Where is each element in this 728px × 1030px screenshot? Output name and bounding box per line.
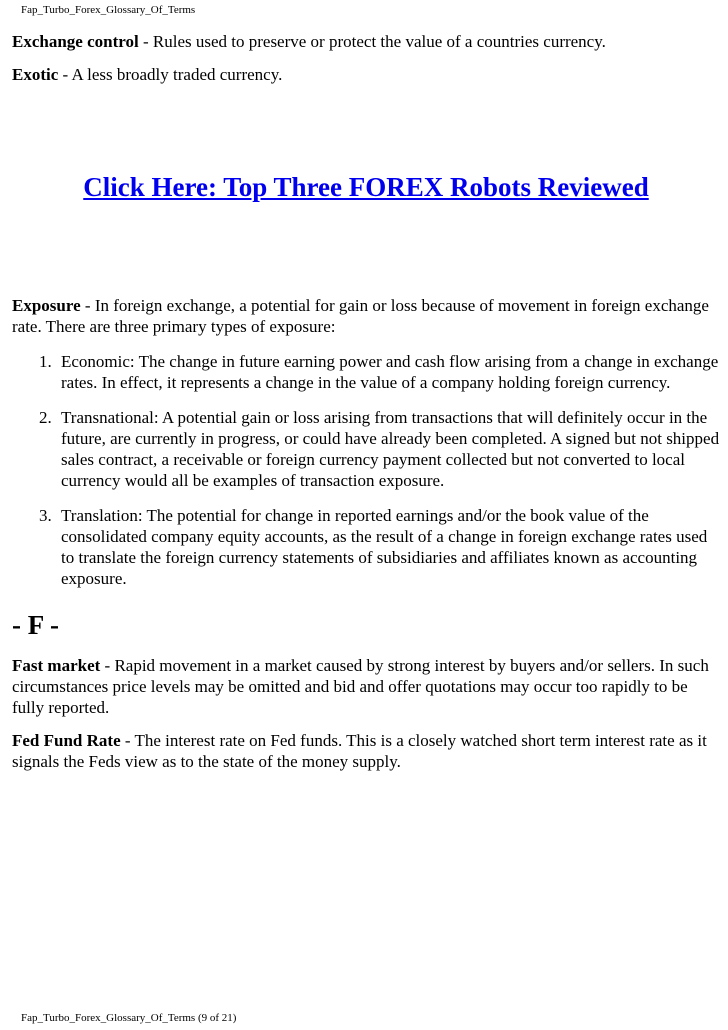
list-item-number: 3. bbox=[39, 506, 52, 525]
definition-exotic: - A less broadly traded currency. bbox=[58, 65, 283, 84]
term-exotic: Exotic bbox=[12, 65, 59, 84]
definition-fast-market: - Rapid movement in a market caused by strong interest by buyers and/or sellers. In such circumstances price levels may be omitted and bid and offer quotations may occur too rapidly to be fully reported. bbox=[12, 656, 709, 717]
entry-exchange-control bbox=[12, 31, 720, 52]
definition-exchange-control: - Rules used to preserve or protect the value of a countries currency. bbox=[138, 32, 606, 51]
list-item bbox=[39, 407, 720, 491]
term-exposure: Exposure bbox=[12, 296, 81, 315]
entry-fed-fund-rate bbox=[12, 730, 720, 772]
list-item-text: Translation: The potential for change in reported earnings and/or the book value of the consolidated company equity accounts, as the result of a change in foreign exchange rates used to translate the foreign currency statements of subsidiaries and affiliates known as accounting exposure. bbox=[61, 506, 708, 588]
entry-fast-market bbox=[12, 655, 720, 718]
list-item bbox=[39, 351, 720, 393]
promo-link-container bbox=[12, 171, 720, 203]
exposure-types-list bbox=[12, 351, 720, 589]
top-forex-robots-link[interactable]: Click Here: Top Three FOREX Robots Reviewed bbox=[83, 172, 649, 202]
glossary-content bbox=[12, 31, 720, 772]
page-footer-title: Fap_Turbo_Forex_Glossary_Of_Terms (9 of 21) bbox=[21, 1012, 237, 1024]
page-header-title: Fap_Turbo_Forex_Glossary_Of_Terms bbox=[21, 4, 196, 16]
list-item bbox=[39, 505, 720, 589]
definition-exposure: - In foreign exchange, a potential for gain or loss because of movement in foreign exchange rate. There are three primary types of exposure: bbox=[12, 296, 709, 336]
entry-exposure bbox=[12, 295, 720, 337]
term-fast-market: Fast market bbox=[12, 656, 101, 675]
list-item-text: Economic: The change in future earning power and cash flow arising from a change in exchange rates. In effect, it represents a change in the value of a company holding foreign currency. bbox=[61, 352, 719, 392]
entry-exotic bbox=[12, 64, 720, 85]
list-item-number: 2. bbox=[39, 408, 52, 427]
section-heading-f: - F - bbox=[12, 610, 59, 640]
term-fed-fund-rate: Fed Fund Rate bbox=[12, 731, 121, 750]
list-item-number: 1. bbox=[39, 352, 52, 371]
term-exchange-control: Exchange control bbox=[12, 32, 139, 51]
definition-fed-fund-rate: - The interest rate on Fed funds. This is a closely watched short term interest rate as it signals the Feds view as to the state of the money supply. bbox=[12, 731, 707, 771]
list-item-text: Transnational: A potential gain or loss arising from transactions that will definitely occur in the future, are currently in progress, or could have already been completed. A signed but not shipped sales contract, a receivable or foreign currency payment collected but not converted to local currency would all be examples of transaction exposure. bbox=[61, 408, 720, 490]
